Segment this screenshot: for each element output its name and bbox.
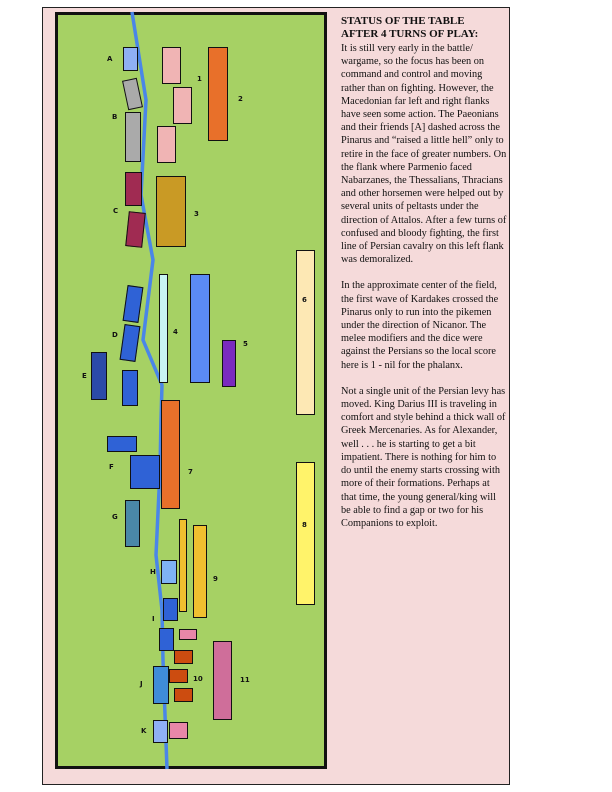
unit-i — [163, 598, 178, 621]
unit-1-1 — [162, 47, 181, 84]
unit-g — [125, 500, 140, 547]
unit-9-thin — [179, 519, 187, 612]
unit-f-2 — [130, 455, 160, 489]
unit-6 — [296, 250, 315, 415]
unit-10-3 — [174, 688, 193, 702]
unit-c-2 — [125, 211, 146, 248]
unit-9 — [193, 525, 207, 618]
unit-7 — [161, 400, 180, 509]
unit-8 — [296, 462, 315, 605]
label-f: F — [109, 463, 114, 471]
unit-h — [161, 560, 177, 584]
label-1: 1 — [197, 75, 202, 83]
label-6: 6 — [302, 296, 307, 304]
label-j: J — [140, 680, 143, 688]
label-4: 4 — [173, 328, 178, 336]
unit-j-2 — [153, 666, 169, 704]
label-i: I — [152, 615, 155, 623]
label-g: G — [112, 513, 118, 521]
label-d: D — [112, 331, 118, 339]
unit-11 — [213, 641, 232, 720]
label-8: 8 — [302, 521, 307, 529]
unit-4-main — [190, 274, 210, 383]
label-c: C — [113, 207, 119, 215]
unit-10-1 — [174, 650, 193, 664]
unit-e — [91, 352, 107, 400]
unit-4 — [159, 274, 168, 383]
label-5: 5 — [243, 340, 248, 348]
unit-5 — [222, 340, 236, 387]
label-b: B — [112, 113, 118, 121]
title-line-2: AFTER 4 TURNS OF PLAY: — [341, 28, 479, 40]
narrative-panel — [341, 15, 507, 543]
label-e: E — [82, 372, 87, 380]
label-10: 10 — [193, 675, 203, 683]
label-7: 7 — [188, 468, 193, 476]
unit-3 — [156, 176, 186, 247]
unit-10-2 — [169, 669, 188, 683]
label-a: A — [107, 55, 113, 63]
label-11: 11 — [240, 676, 250, 684]
label-k: K — [141, 727, 147, 735]
title-line-1: STATUS OF THE TABLE — [341, 15, 465, 27]
narrative-title — [341, 15, 507, 41]
unit-10-rose — [169, 722, 188, 739]
unit-j-1 — [159, 628, 174, 651]
unit-a — [123, 47, 138, 71]
paragraph-center: In the approximate center of the field, the first wave of Kardakes crossed the Pinarus only to run into the pikemen under the direction of Nicanor. The melee modifiers and the dice were against the Persians so the local score here is 1 - nil for the phalanx. — [341, 280, 499, 371]
unit-c-1 — [125, 172, 142, 206]
unit-1-3 — [157, 126, 176, 163]
unit-10-pink — [179, 629, 197, 640]
label-9: 9 — [213, 575, 218, 583]
unit-b-2 — [125, 112, 141, 162]
label-h: H — [150, 568, 156, 576]
unit-k — [153, 720, 168, 743]
unit-2 — [208, 47, 228, 141]
paragraph-left-flank: It is still very early in the battle/ wargame, so the focus has been on command and control and moving rather than on fighting. However, the Macedonian far left and right flanks have seen some action. The Paeonians and their friends [A] dashed across the Pinarus and “raised a little hell” only to retire in the face of greater numbers. On the flank where Parmenio faced Nabarzanes, the Thessalians, Thracians and other horsemen were helped out by several units of peltasts under the direction of Attalos. After a few turns of confused and bloody fighting, the first line of Persian cavalry on this left flank was demoralized. — [341, 43, 507, 266]
unit-f-1 — [107, 436, 137, 452]
unit-1-2 — [173, 87, 192, 124]
unit-d-3 — [122, 370, 138, 406]
label-3: 3 — [194, 210, 199, 218]
paragraph-persian-levy: Not a single unit of the Persian levy has moved. King Darius III is traveling in comfort and style behind a thick wall of Greek Mercenaries. As for Alexander, well . . . he is starting to get a bit impatient. There is nothing for him to do until the enemy starts crossing with more of their formations. Perhaps at that time, the young general/king will be able to find a gap or two for his Companions to exploit. — [341, 385, 506, 529]
label-2: 2 — [238, 95, 243, 103]
